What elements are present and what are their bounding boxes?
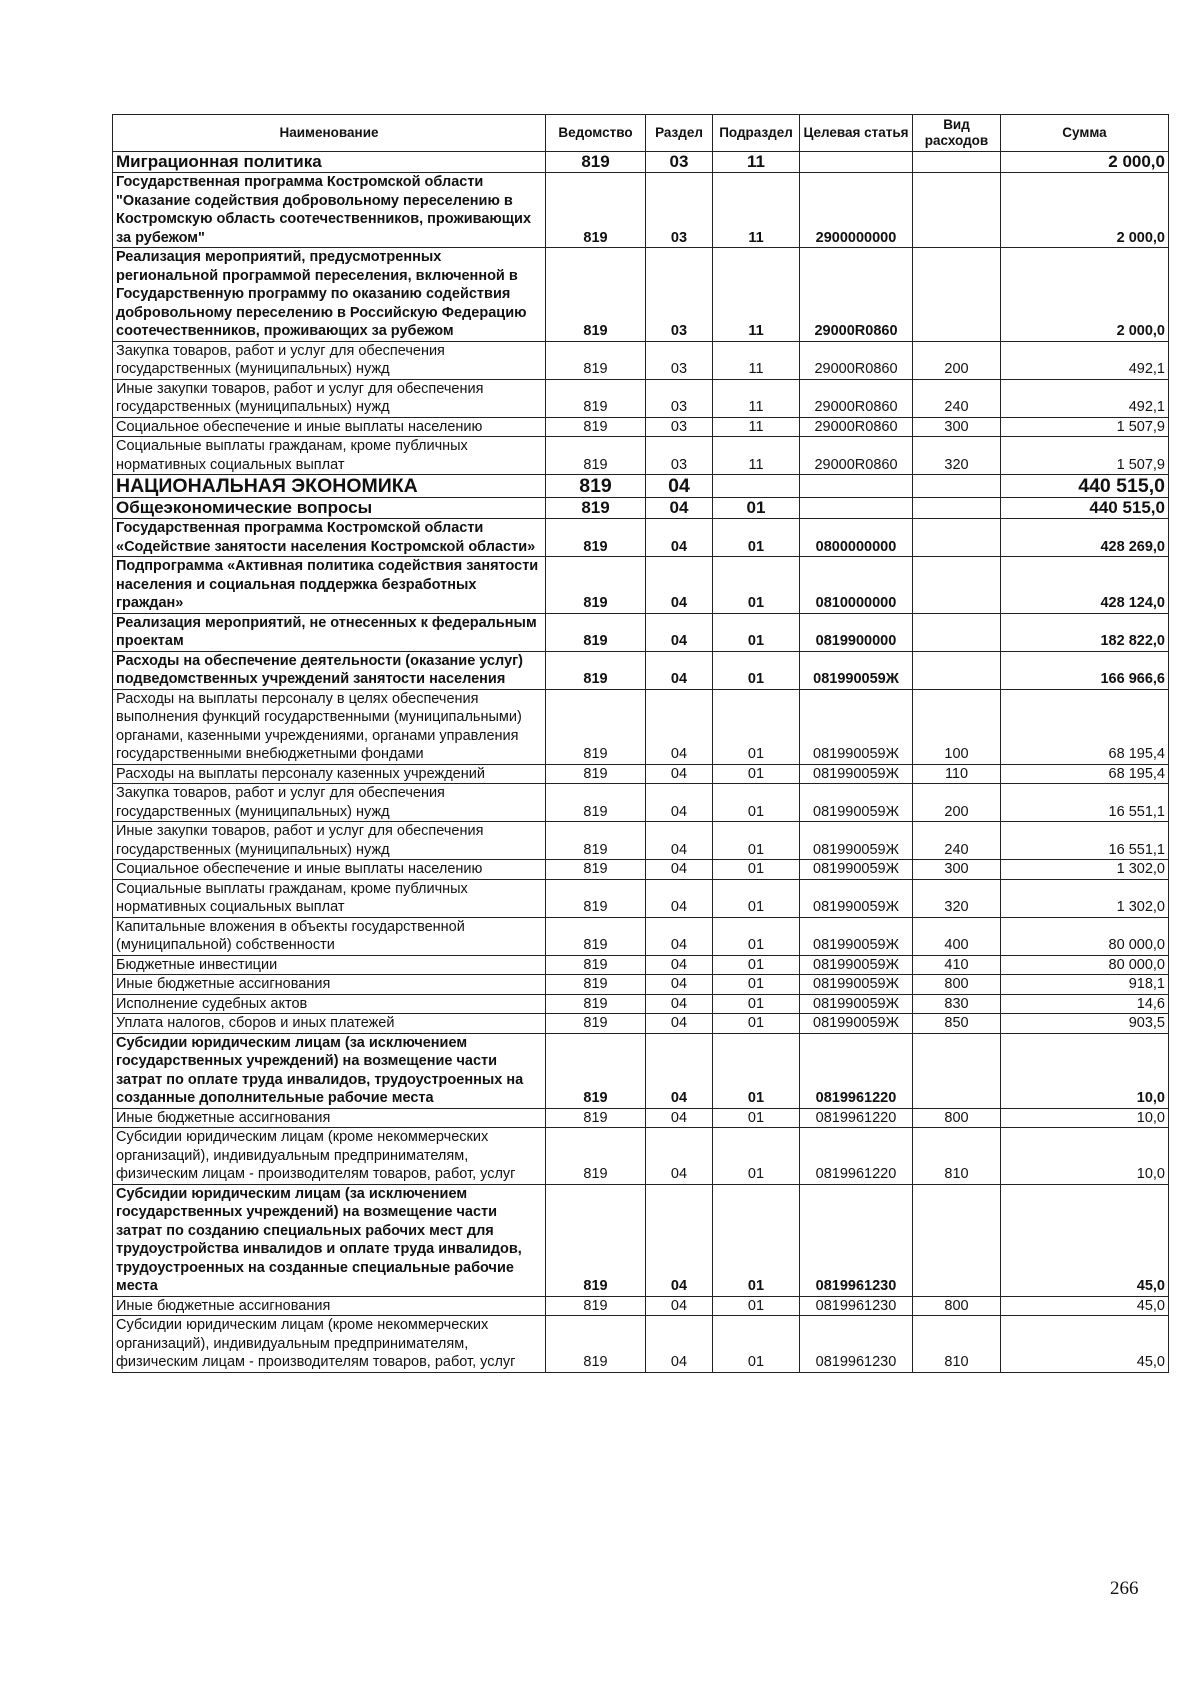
- row-section: 04: [646, 1128, 713, 1185]
- row-name: Бюджетные инвестиции: [113, 955, 546, 975]
- row-department: 819: [546, 1128, 646, 1185]
- row-subsection: 11: [713, 341, 800, 379]
- row-target-article: 0819961230: [800, 1184, 913, 1296]
- row-target-article: 081990059Ж: [800, 822, 913, 860]
- row-department: 819: [546, 994, 646, 1014]
- row-target-article: 0819961220: [800, 1128, 913, 1185]
- table-row: [113, 689, 1169, 764]
- row-department: 819: [546, 379, 646, 417]
- row-target-article: [800, 475, 913, 498]
- row-target-article: 29000R0860: [800, 248, 913, 342]
- row-name: Социальные выплаты гражданам, кроме публичных нормативных социальных выплат: [113, 437, 546, 475]
- row-expense-type: 110: [913, 764, 1001, 784]
- row-subsection: 11: [713, 379, 800, 417]
- row-section: 04: [646, 764, 713, 784]
- row-name: Социальное обеспечение и иные выплаты населению: [113, 860, 546, 880]
- row-name: Иные закупки товаров, работ и услуг для обеспечения государственных (муниципальных) нужд: [113, 822, 546, 860]
- row-name: Закупка товаров, работ и услуг для обеспечения государственных (муниципальных) нужд: [113, 784, 546, 822]
- row-amount: 80 000,0: [1001, 917, 1169, 955]
- row-subsection: 01: [713, 1108, 800, 1128]
- row-subsection: 01: [713, 1296, 800, 1316]
- row-amount: 10,0: [1001, 1128, 1169, 1185]
- table-row: [113, 1014, 1169, 1034]
- row-name: Миграционная политика: [113, 152, 546, 173]
- row-section: 04: [646, 613, 713, 651]
- row-amount: 16 551,1: [1001, 822, 1169, 860]
- row-name: Социальные выплаты гражданам, кроме публичных нормативных социальных выплат: [113, 879, 546, 917]
- table-row: [113, 764, 1169, 784]
- row-department: 819: [546, 613, 646, 651]
- row-subsection: 11: [713, 417, 800, 437]
- row-section: 04: [646, 519, 713, 557]
- row-target-article: 0819961220: [800, 1108, 913, 1128]
- row-expense-type: [913, 613, 1001, 651]
- row-expense-type: 300: [913, 860, 1001, 880]
- row-subsection: 01: [713, 975, 800, 995]
- row-subsection: 01: [713, 1184, 800, 1296]
- row-amount: 1 507,9: [1001, 417, 1169, 437]
- row-amount: 918,1: [1001, 975, 1169, 995]
- row-amount: 440 515,0: [1001, 475, 1169, 498]
- table-row: [113, 1108, 1169, 1128]
- table-row: [113, 437, 1169, 475]
- row-expense-type: 200: [913, 341, 1001, 379]
- row-expense-type: 800: [913, 975, 1001, 995]
- row-amount: 440 515,0: [1001, 498, 1169, 519]
- table-row: [113, 1296, 1169, 1316]
- row-section: 03: [646, 341, 713, 379]
- row-name: Государственная программа Костромской области «Содействие занятости населения Костромской области»: [113, 519, 546, 557]
- table-row: [113, 1316, 1169, 1373]
- row-expense-type: 240: [913, 822, 1001, 860]
- row-subsection: 01: [713, 557, 800, 614]
- row-subsection: 01: [713, 822, 800, 860]
- row-expense-type: 850: [913, 1014, 1001, 1034]
- row-section: 03: [646, 379, 713, 417]
- row-section: 03: [646, 248, 713, 342]
- row-expense-type: [913, 557, 1001, 614]
- row-department: 819: [546, 1184, 646, 1296]
- row-subsection: 01: [713, 1316, 800, 1373]
- row-subsection: 01: [713, 613, 800, 651]
- row-section: 04: [646, 917, 713, 955]
- row-target-article: 081990059Ж: [800, 860, 913, 880]
- table-row: [113, 955, 1169, 975]
- header-section: Раздел: [646, 115, 713, 152]
- row-subsection: 01: [713, 994, 800, 1014]
- row-expense-type: [913, 475, 1001, 498]
- budget-sheet: [112, 114, 1168, 1373]
- row-target-article: 29000R0860: [800, 379, 913, 417]
- row-subsection: 01: [713, 955, 800, 975]
- row-name: Государственная программа Костромской области "Оказание содействия добровольному переселению в Костромскую область соотечественников, проживающих за рубежом": [113, 173, 546, 248]
- header-subsection: Подраздел: [713, 115, 800, 152]
- row-target-article: 0819900000: [800, 613, 913, 651]
- row-expense-type: 300: [913, 417, 1001, 437]
- row-expense-type: 410: [913, 955, 1001, 975]
- row-name: Иные бюджетные ассигнования: [113, 1108, 546, 1128]
- row-subsection: 01: [713, 764, 800, 784]
- row-amount: 1 302,0: [1001, 879, 1169, 917]
- header-department: Ведомство: [546, 115, 646, 152]
- row-section: 03: [646, 417, 713, 437]
- row-expense-type: 320: [913, 879, 1001, 917]
- row-name: Иные бюджетные ассигнования: [113, 1296, 546, 1316]
- row-amount: 428 124,0: [1001, 557, 1169, 614]
- table-body: [113, 152, 1169, 1373]
- row-department: 819: [546, 1014, 646, 1034]
- row-department: 819: [546, 689, 646, 764]
- row-amount: 492,1: [1001, 341, 1169, 379]
- table-row: [113, 248, 1169, 342]
- row-target-article: 081990059Ж: [800, 689, 913, 764]
- row-name: Расходы на выплаты персоналу в целях обеспечения выполнения функций государственными (муниципальными) органами, казенными учреждениями, органами управления государственными внебюджетными фондами: [113, 689, 546, 764]
- row-section: 03: [646, 173, 713, 248]
- row-name: Иные бюджетные ассигнования: [113, 975, 546, 995]
- row-department: 819: [546, 519, 646, 557]
- row-expense-type: 810: [913, 1316, 1001, 1373]
- row-department: 819: [546, 248, 646, 342]
- row-amount: 45,0: [1001, 1296, 1169, 1316]
- row-section: 04: [646, 475, 713, 498]
- row-subsection: 01: [713, 651, 800, 689]
- table-row: [113, 651, 1169, 689]
- row-name: Социальное обеспечение и иные выплаты населению: [113, 417, 546, 437]
- row-subsection: 01: [713, 519, 800, 557]
- row-amount: 166 966,6: [1001, 651, 1169, 689]
- row-subsection: 01: [713, 1128, 800, 1185]
- row-target-article: 081990059Ж: [800, 994, 913, 1014]
- row-name: Капитальные вложения в объекты государственной (муниципальной) собственности: [113, 917, 546, 955]
- row-amount: 10,0: [1001, 1108, 1169, 1128]
- table-row: [113, 498, 1169, 519]
- row-department: 819: [546, 860, 646, 880]
- row-name: Иные закупки товаров, работ и услуг для обеспечения государственных (муниципальных) нужд: [113, 379, 546, 417]
- page-number: 266: [1110, 1578, 1139, 1599]
- row-department: 819: [546, 557, 646, 614]
- row-subsection: 01: [713, 784, 800, 822]
- row-target-article: 081990059Ж: [800, 879, 913, 917]
- row-target-article: 081990059Ж: [800, 651, 913, 689]
- row-department: 819: [546, 955, 646, 975]
- row-amount: 80 000,0: [1001, 955, 1169, 975]
- table-row: [113, 822, 1169, 860]
- row-expense-type: [913, 519, 1001, 557]
- row-section: 04: [646, 784, 713, 822]
- table-row: [113, 879, 1169, 917]
- row-name: НАЦИОНАЛЬНАЯ ЭКОНОМИКА: [113, 475, 546, 498]
- row-department: 819: [546, 651, 646, 689]
- table-row: [113, 557, 1169, 614]
- table-row: [113, 475, 1169, 498]
- row-name: Реализация мероприятий, предусмотренных региональной программой переселения, включенной в Государственную программу по оказанию содействия добровольному переселению в Российскую Федерацию соотечественников, проживающих за рубежом: [113, 248, 546, 342]
- row-target-article: 081990059Ж: [800, 784, 913, 822]
- row-department: 819: [546, 764, 646, 784]
- row-target-article: 29000R0860: [800, 341, 913, 379]
- table-row: [113, 173, 1169, 248]
- row-department: 819: [546, 498, 646, 519]
- table-row: [113, 1033, 1169, 1108]
- row-department: 819: [546, 417, 646, 437]
- header-expense-type: Вид расходов: [913, 115, 1001, 152]
- row-department: 819: [546, 475, 646, 498]
- row-target-article: [800, 498, 913, 519]
- row-name: Субсидии юридическим лицам (кроме некоммерческих организаций), индивидуальным предпринимателям, физическим лицам - производителям товаров, работ, услуг: [113, 1316, 546, 1373]
- row-expense-type: [913, 1033, 1001, 1108]
- row-target-article: 081990059Ж: [800, 764, 913, 784]
- row-name: Субсидии юридическим лицам (за исключением государственных учреждений) на возмещение части затрат по созданию специальных рабочих мест для трудоустройства инвалидов и оплате труда инвалидов, трудоустроенных на созданные специальные рабочие места: [113, 1184, 546, 1296]
- row-target-article: 0810000000: [800, 557, 913, 614]
- table-row: [113, 417, 1169, 437]
- row-department: 819: [546, 917, 646, 955]
- row-amount: 1 302,0: [1001, 860, 1169, 880]
- row-expense-type: [913, 651, 1001, 689]
- row-subsection: [713, 475, 800, 498]
- row-amount: 14,6: [1001, 994, 1169, 1014]
- row-name: Субсидии юридическим лицам (кроме некоммерческих организаций), индивидуальным предпринимателям, физическим лицам - производителям товаров, работ, услуг: [113, 1128, 546, 1185]
- row-name: Подпрограмма «Активная политика содействия занятости населения и социальная поддержка безработных граждан»: [113, 557, 546, 614]
- row-section: 04: [646, 994, 713, 1014]
- row-department: 819: [546, 1033, 646, 1108]
- row-target-article: 081990059Ж: [800, 1014, 913, 1034]
- row-subsection: 01: [713, 917, 800, 955]
- row-section: 04: [646, 1033, 713, 1108]
- header-amount: Сумма: [1001, 115, 1169, 152]
- row-subsection: 01: [713, 1033, 800, 1108]
- row-amount: 492,1: [1001, 379, 1169, 417]
- row-section: 04: [646, 860, 713, 880]
- row-subsection: 11: [713, 248, 800, 342]
- row-name: Расходы на обеспечение деятельности (оказание услуг) подведомственных учреждений занятости населения: [113, 651, 546, 689]
- table-row: [113, 152, 1169, 173]
- row-section: 03: [646, 437, 713, 475]
- row-amount: 45,0: [1001, 1316, 1169, 1373]
- table-row: [113, 860, 1169, 880]
- row-target-article: 0819961230: [800, 1316, 913, 1373]
- table-row: [113, 1128, 1169, 1185]
- row-section: 04: [646, 1014, 713, 1034]
- row-department: 819: [546, 341, 646, 379]
- row-name: Реализация мероприятий, не отнесенных к федеральным проектам: [113, 613, 546, 651]
- table-row: [113, 917, 1169, 955]
- row-amount: 1 507,9: [1001, 437, 1169, 475]
- row-expense-type: [913, 248, 1001, 342]
- row-target-article: 081990059Ж: [800, 975, 913, 995]
- row-subsection: 01: [713, 498, 800, 519]
- header-target-article: Целевая статья: [800, 115, 913, 152]
- table-row: [113, 784, 1169, 822]
- row-amount: 2 000,0: [1001, 152, 1169, 173]
- row-section: 04: [646, 955, 713, 975]
- row-department: 819: [546, 437, 646, 475]
- row-expense-type: 240: [913, 379, 1001, 417]
- row-amount: 68 195,4: [1001, 764, 1169, 784]
- row-subsection: 01: [713, 860, 800, 880]
- row-expense-type: [913, 498, 1001, 519]
- row-name: Исполнение судебных актов: [113, 994, 546, 1014]
- header-name: Наименование: [113, 115, 546, 152]
- table-row: [113, 379, 1169, 417]
- row-expense-type: 100: [913, 689, 1001, 764]
- row-department: 819: [546, 152, 646, 173]
- row-expense-type: [913, 1184, 1001, 1296]
- row-section: 04: [646, 975, 713, 995]
- row-amount: 16 551,1: [1001, 784, 1169, 822]
- row-section: 04: [646, 1108, 713, 1128]
- row-name: Субсидии юридическим лицам (за исключением государственных учреждений) на возмещение части затрат по оплате труда инвалидов, трудоустроенных на созданные дополнительные рабочие места: [113, 1033, 546, 1108]
- row-amount: 10,0: [1001, 1033, 1169, 1108]
- row-target-article: 081990059Ж: [800, 917, 913, 955]
- row-expense-type: 810: [913, 1128, 1001, 1185]
- row-department: 819: [546, 784, 646, 822]
- row-target-article: [800, 152, 913, 173]
- row-name: Общеэкономические вопросы: [113, 498, 546, 519]
- row-amount: 428 269,0: [1001, 519, 1169, 557]
- row-subsection: 11: [713, 173, 800, 248]
- row-department: 819: [546, 822, 646, 860]
- row-target-article: 0819961230: [800, 1296, 913, 1316]
- row-target-article: 0819961220: [800, 1033, 913, 1108]
- table-row: [113, 1184, 1169, 1296]
- row-name: Расходы на выплаты персоналу казенных учреждений: [113, 764, 546, 784]
- row-expense-type: 800: [913, 1108, 1001, 1128]
- row-section: 03: [646, 152, 713, 173]
- row-section: 04: [646, 1184, 713, 1296]
- row-name: Закупка товаров, работ и услуг для обеспечения государственных (муниципальных) нужд: [113, 341, 546, 379]
- row-section: 04: [646, 822, 713, 860]
- row-expense-type: 200: [913, 784, 1001, 822]
- row-target-article: 29000R0860: [800, 437, 913, 475]
- row-department: 819: [546, 173, 646, 248]
- row-section: 04: [646, 879, 713, 917]
- row-department: 819: [546, 879, 646, 917]
- row-section: 04: [646, 1296, 713, 1316]
- table-row: [113, 613, 1169, 651]
- row-department: 819: [546, 975, 646, 995]
- row-target-article: 081990059Ж: [800, 955, 913, 975]
- row-department: 819: [546, 1108, 646, 1128]
- row-expense-type: [913, 152, 1001, 173]
- table-row: [113, 519, 1169, 557]
- row-subsection: 01: [713, 689, 800, 764]
- budget-table: [112, 114, 1169, 1373]
- row-amount: 2 000,0: [1001, 173, 1169, 248]
- row-section: 04: [646, 1316, 713, 1373]
- row-subsection: 11: [713, 152, 800, 173]
- row-section: 04: [646, 557, 713, 614]
- row-amount: 903,5: [1001, 1014, 1169, 1034]
- table-row: [113, 994, 1169, 1014]
- row-department: 819: [546, 1296, 646, 1316]
- table-header-row: [113, 115, 1169, 152]
- row-target-article: 2900000000: [800, 173, 913, 248]
- row-amount: 68 195,4: [1001, 689, 1169, 764]
- row-name: Уплата налогов, сборов и иных платежей: [113, 1014, 546, 1034]
- row-expense-type: 320: [913, 437, 1001, 475]
- row-amount: 45,0: [1001, 1184, 1169, 1296]
- row-section: 04: [646, 651, 713, 689]
- row-expense-type: 830: [913, 994, 1001, 1014]
- row-subsection: 01: [713, 1014, 800, 1034]
- row-expense-type: 400: [913, 917, 1001, 955]
- row-amount: 2 000,0: [1001, 248, 1169, 342]
- row-subsection: 01: [713, 879, 800, 917]
- row-department: 819: [546, 1316, 646, 1373]
- row-subsection: 11: [713, 437, 800, 475]
- row-section: 04: [646, 498, 713, 519]
- row-section: 04: [646, 689, 713, 764]
- row-target-article: 0800000000: [800, 519, 913, 557]
- table-row: [113, 975, 1169, 995]
- row-amount: 182 822,0: [1001, 613, 1169, 651]
- row-expense-type: 800: [913, 1296, 1001, 1316]
- row-target-article: 29000R0860: [800, 417, 913, 437]
- table-row: [113, 341, 1169, 379]
- row-expense-type: [913, 173, 1001, 248]
